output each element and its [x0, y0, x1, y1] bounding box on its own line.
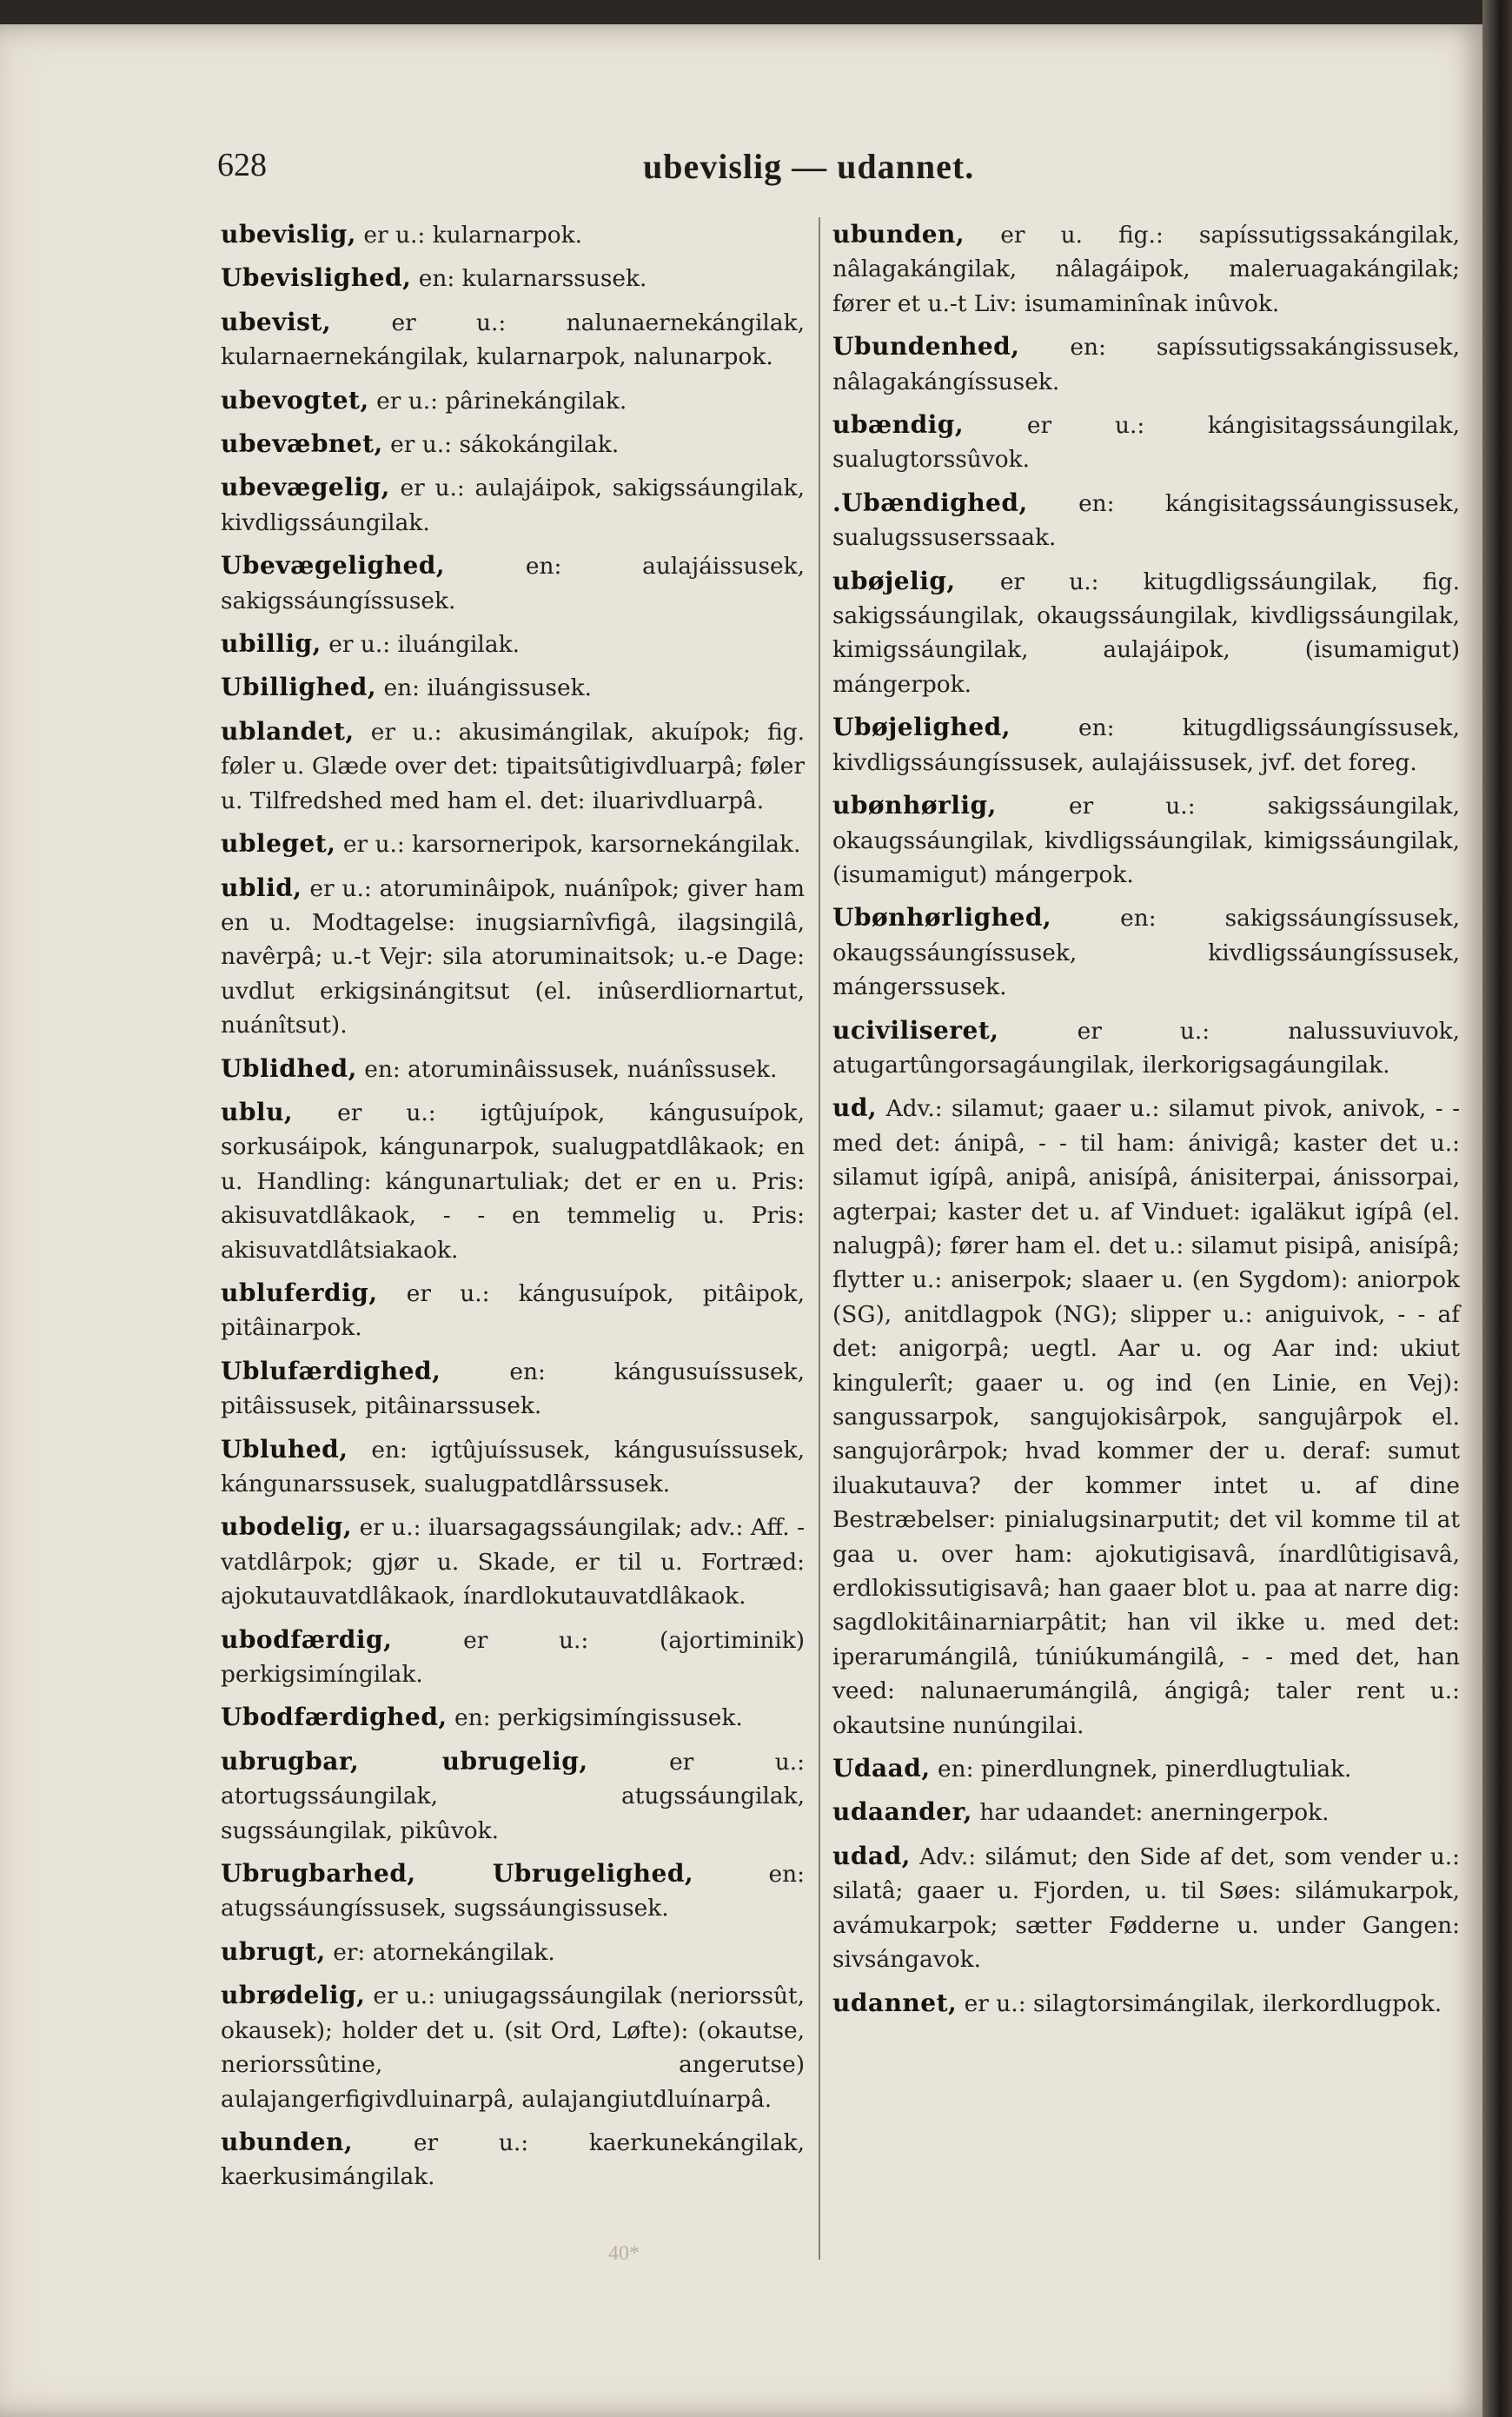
entry-definition: er u.: kaerkunekángilak, kaerkusimángilak. [221, 2128, 805, 2191]
entry-headword: ubønhørlig, [832, 791, 997, 820]
entry-definition: er u.: igtûjuípok, kángusuípok, sorkusáipok, kángunarpok, sualugpatdlâkaok; en u. Handling: kángunartuliak; det er en u. Pris: akisuvatdlâkaok, - - en temmelig u. Pris: akisuvatdlâtsiakaok. [221, 1099, 805, 1264]
entry-headword: ubevislig, [221, 220, 357, 249]
dictionary-entry [221, 827, 805, 861]
entry-headword: udannet, [832, 1988, 958, 2017]
dictionary-entry [221, 1623, 805, 1692]
entry-headword: .Ubændighed, [832, 488, 1028, 517]
entry-definition: er u.: karsorneripok, karsornekángilak. [335, 831, 801, 859]
entry-headword: ublandet, [221, 716, 355, 746]
dictionary-entry [832, 1013, 1460, 1083]
entry-definition: er u.: nalunaernekángilak, kularnaernekángilak, kularnarpok, nalunarpok. [221, 309, 805, 371]
entry-headword: ubluferdig, [221, 1278, 378, 1307]
dictionary-entry [832, 408, 1460, 477]
printer-signature: 40* [608, 2242, 640, 2265]
entry-definition: er u.: pârinekángilak. [368, 387, 627, 415]
dictionary-entry [832, 788, 1460, 892]
column-divider [819, 217, 820, 2260]
entry-headword: Ubrugbarhed, Ubrugelighed, [221, 1859, 694, 1889]
running-title: ubevislig — udannet. [643, 147, 975, 186]
entry-definition: er u.: kularnarpok. [356, 222, 582, 249]
entry-definition: er: atornekángilak. [325, 1938, 555, 1966]
entry-headword: udad, [832, 1841, 911, 1870]
dictionary-entry [832, 486, 1460, 555]
entry-definition: en: pinerdlungnek, pinerdlugtuliak. [930, 1756, 1352, 1783]
dictionary-entry [221, 1510, 805, 1613]
dictionary-entry [221, 1856, 805, 1926]
entry-headword: Ubluhed, [221, 1434, 348, 1464]
entry-definition: en: igtûjuíssusek, kángusuíssusek, kángunarssusek, sualugpatdlârssusek. [221, 1436, 805, 1497]
book-page [0, 24, 1488, 2417]
entry-headword: ubodfærdig, [221, 1624, 393, 1654]
entry-headword: Ubundenhed, [832, 332, 1020, 362]
entry-definition: er u.: silagtorsimángilak, ilerkordlugpok. [957, 1989, 1442, 2017]
dictionary-entry [221, 261, 805, 295]
dictionary-entry [221, 470, 805, 540]
dictionary-entry [221, 1095, 805, 1267]
entry-definition: er u.: sákokángilak. [382, 431, 620, 459]
dictionary-entry [221, 217, 805, 252]
page-number: 628 [217, 147, 267, 183]
dictionary-entry [221, 1276, 805, 1345]
dictionary-entry [221, 627, 805, 661]
dictionary-entry [221, 305, 805, 375]
entry-definition: er u.: kángisitagssáungilak, sualugtorssûvok. [832, 412, 1460, 474]
dictionary-entry [832, 900, 1460, 1004]
entry-headword: Ubevægelighed, [221, 551, 446, 581]
dictionary-entry [832, 217, 1460, 321]
entry-definition: er u.: uniugagssáungilak (neriorssût, okausek); holder det u. (sit Ord, Løfte): (okautse, neriorssûtine, angerutse) aulajangerfigivdluinarpâ, aulajangiutdluínarpâ. [221, 1982, 805, 2113]
dictionary-entry [221, 1700, 805, 1735]
entry-headword: Ublufærdighed, [221, 1356, 441, 1385]
entry-definition: en: perkigsimíngissusek. [447, 1704, 743, 1732]
entry-definition: en: iluángissusek. [376, 674, 592, 702]
entry-definition: er u.: kitugdligssáungilak, fig. sakigssáungilak, okaugssáungilak, kivdligssáungilak, kimigssáungilak, aulajáipok, (isumamigut) mángerpok. [832, 568, 1460, 698]
dictionary-entry [221, 427, 805, 461]
dictionary-entry [221, 2125, 805, 2195]
dictionary-entry [221, 871, 805, 1043]
entry-headword: Ubodfærdighed, [221, 1703, 448, 1732]
dictionary-entry [221, 1978, 805, 2116]
dictionary-entry [832, 564, 1460, 702]
entry-definition: Adv.: silámut; den Side af det, som vender u.: silatâ; gaaer u. Fjorden, u. til Søes: silámukarpok, avámukarpok; sætter Fødderne u. under Gangen: sivsángavok. [832, 1843, 1460, 1974]
dictionary-entry [221, 548, 805, 618]
dictionary-entry [221, 1744, 805, 1848]
entry-headword: ublu, [221, 1097, 294, 1126]
entry-headword: udaander, [832, 1797, 972, 1827]
entry-definition: en: sapíssutigssakángissusek, nâlagakángíssusek. [832, 334, 1460, 395]
page-header [217, 146, 1399, 198]
entry-definition: er u.: atoruminâipok, nuánîpok; giver ham en u. Modtagelse: inugsiarnîvfigâ, ilagsingilâ, navêrpâ; u.-t Vejr: sila atoruminaitsok; u.-e Dage: uvdlut erkigsinángitsut (el. inûserdliornartut, nuánîtsut). [221, 874, 805, 1039]
dictionary-entry [832, 1091, 1460, 1743]
book-spine-shadow [1482, 0, 1512, 2417]
entry-definition: en: atugssáungíssusek, sugssáungissusek. [221, 1861, 805, 1922]
entry-headword: Ubillighed, [221, 673, 377, 702]
entry-headword: ubrugt, [221, 1936, 326, 1966]
entry-headword: uciviliseret, [832, 1015, 999, 1045]
dictionary-entry [221, 670, 805, 705]
entry-definition: er u.: akusimángilak, akuípok; fig. føler u. Glæde over det: tipaitsûtigivdluarpâ; føler u. Tilfredshed med ham el. det: iluarivdluarpâ. [221, 718, 805, 814]
entry-headword: ublid, [221, 873, 302, 902]
entry-headword: ubrødelig, [221, 1981, 366, 2010]
entry-definition: er u.: atortugssáungilak, atugssáungilak, sugssáungilak, pikûvok. [221, 1748, 806, 1844]
dictionary-entry [832, 1839, 1460, 1977]
dictionary-entry [832, 710, 1460, 780]
dictionary-entry [221, 1432, 805, 1502]
entry-headword: ubunden, [221, 2127, 354, 2156]
entry-definition: er u.: kángusuípok, pitâipok, pitâinarpok. [221, 1279, 805, 1342]
left-column [221, 217, 805, 2203]
entry-definition: en: sakigssáungíssusek, okaugssáungíssusek, kivdligssáungíssusek, mángerssusek. [832, 905, 1460, 1001]
entry-headword: ubevæbnet, [221, 429, 383, 459]
dictionary-entry [832, 1795, 1460, 1829]
entry-definition: en: kularnarssusek. [411, 265, 647, 293]
dictionary-entry [221, 383, 805, 418]
entry-headword: Ubøjelighed, [832, 713, 1011, 742]
entry-definition: Adv.: silamut; gaaer u.: silamut pivok, anivok, - - med det: ánipâ, - - til ham: ánivigâ; kaster det u.: silamut igípâ, anipâ, anisípâ, ánisiterpai, ánissorpai, agterpai; kaster det u. af Vinduet: igaläkut igípâ (el. nalugpâ); fører ham el. det u.: silamut pisipâ, anisípâ; flytter u.: aniserpok; slaaer u. (en Sygdom): aniorpok (SG), anitdlagpok (NG); slipper u.: aniguivok, - - af det: anigorpâ; uegtl. Aar u. og Aar ind: ukiut kingulerît; gaaer u. og ind (en Linie, en Vej): sangussarpok, sangujokisârpok, sangujârpok el. sangujorârpok; hvad kommer der u. deraf: sumut iluakutauva? der kommer intet u. af dine Bestræbelser: pinialugsinarputit; det vil komme til at gaa u. over ham: ajokutigisavâ, ínardlûtigisavâ, erdlokissutigisavâ; han gaaer blot u. paa at narre dig: sagdlokitâinarniarpâtit; han vil ikke u. med det: iperarumángilâ, túniúkumángilâ, - - med det, han veed: nalunaerumángilâ, ángigâ; taler rent u.: okautsine nunúngilai. [832, 1095, 1460, 1739]
entry-definition: er u.: (ajortiminik) perkigsimíngilak. [221, 1626, 805, 1689]
entry-headword: ubevogtet, [221, 385, 369, 415]
entry-definition: har udaandet: anerningerpok. [972, 1799, 1330, 1827]
dictionary-entry [221, 1052, 805, 1086]
entry-definition: er u.: iluarsagagssáungilak; adv.: Aff. -vatdlârpok; gjør u. Skade, er til u. Fortræd: ajokutauvatdlâkaok, ínardlokutauvatdlâkaok. [221, 1514, 805, 1610]
entry-headword: ubleget, [221, 829, 336, 859]
dictionary-entry [832, 329, 1460, 399]
entry-headword: ubevist, [221, 307, 332, 336]
entry-definition: en: kitugdligssáungíssusek, kivdligssáungíssusek, aulajáissusek, jvf. det foreg. [832, 714, 1460, 776]
dictionary-entry [221, 714, 805, 818]
entry-headword: ubunden, [832, 220, 965, 249]
entry-headword: ubrugbar, ubrugelig, [221, 1746, 588, 1776]
entry-headword: ud, [832, 1093, 878, 1123]
entry-headword: ubevægelig, [221, 473, 390, 502]
dictionary-entry [832, 1986, 1460, 2021]
entry-definition: er u.: aulajáipok, sakigssáungilak, kivdligssáungilak. [221, 475, 805, 536]
entry-headword: Ublidhed, [221, 1053, 357, 1083]
entry-definition: en: aulajáissusek, sakigssáungíssusek. [221, 553, 805, 614]
dictionary-entry [221, 1935, 805, 1969]
entry-headword: Udaad, [832, 1754, 931, 1783]
entry-definition: er u. fig.: sapíssutigssakángilak, nâlagakángilak, nâlagáipok, maleruagakángilak; fører et u.-t Liv: isumaminînak inûvok. [832, 222, 1460, 317]
entry-definition: er u.: nalussuviuvok, atugartûngorsagáungilak, ilerkorigsagáungilak. [832, 1017, 1460, 1079]
entry-headword: Ubønhørlighed, [832, 903, 1052, 933]
entry-definition: en: kángisitagssáungissusek, sualugssuserssaak. [832, 489, 1460, 552]
entry-headword: ubillig, [221, 629, 322, 659]
entry-definition: er u.: sakigssáungilak, okaugssáungilak, kivdligssáungilak, kimigssáungilak, (isumamigut) mángerpok. [832, 793, 1460, 888]
entry-headword: ubændig, [832, 410, 965, 440]
entry-headword: Ubevislighed, [221, 263, 412, 293]
entry-definition: en: atoruminâissusek, nuánîssusek. [356, 1055, 778, 1083]
dictionary-entry [221, 1354, 805, 1424]
dictionary-entry [832, 1751, 1460, 1786]
entry-headword: ubodelig, [221, 1512, 353, 1542]
entry-definition: er u.: iluángilak. [321, 631, 520, 659]
right-column [832, 217, 1460, 2029]
entry-definition: en: kángusuíssusek, pitâissusek, pitâinarssusek. [221, 1358, 805, 1420]
entry-headword: ubøjelig, [832, 566, 956, 595]
